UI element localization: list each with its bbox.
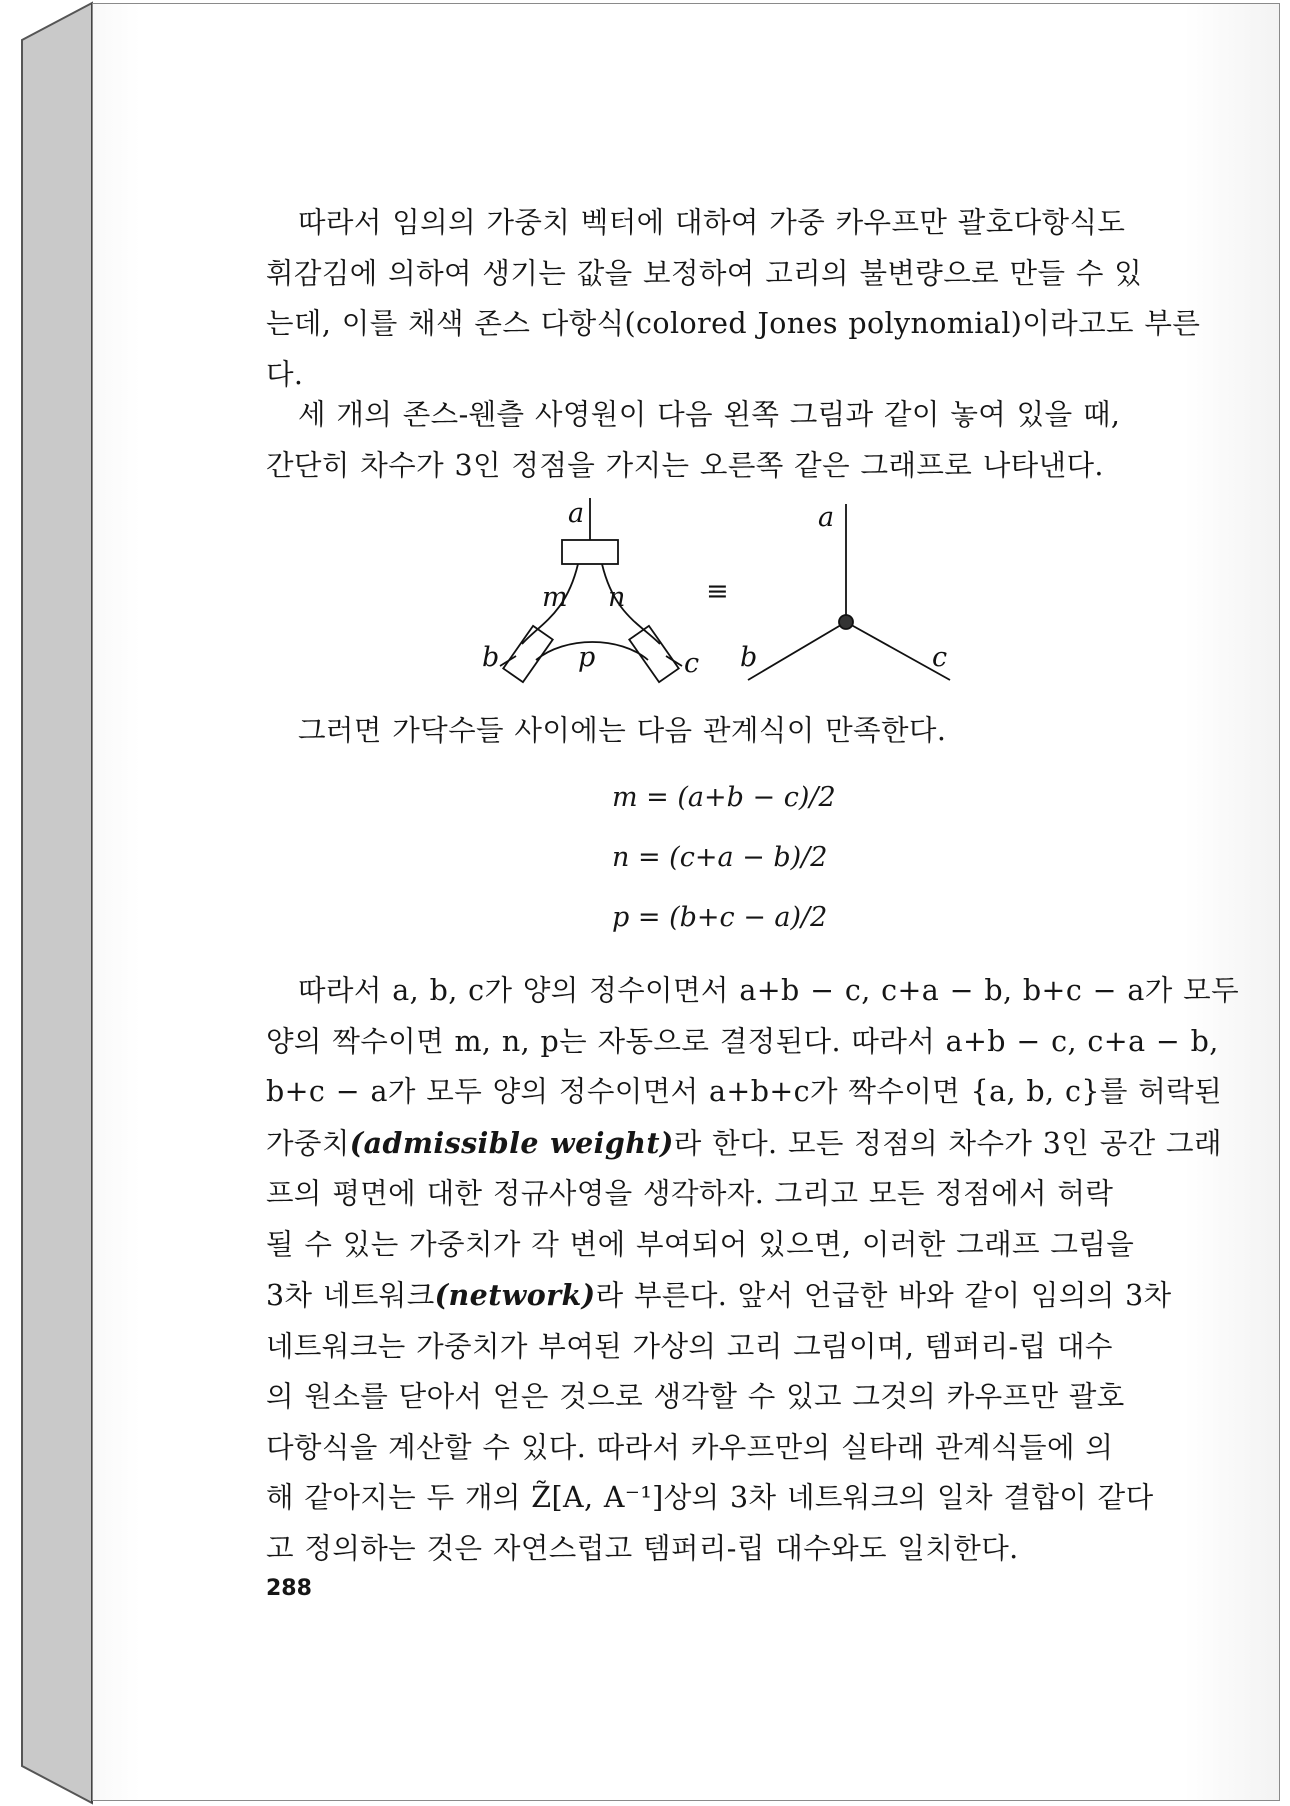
text-line: 될 수 있는 가중치가 각 변에 부여되어 있으면, 이러한 그래프 그림을 xyxy=(266,1227,1135,1261)
text-segment: 해 같아지는 두 개의 xyxy=(266,1481,532,1514)
formula-m: m = (a+b − c)/2 xyxy=(612,782,836,813)
text-line: 휘감김에 의하여 생기는 값을 보정하여 고리의 불변량으로 만들 수 있 xyxy=(266,256,1143,290)
text-line: 다. xyxy=(266,357,304,391)
text-line: 그러면 가닥수들 사이에는 다음 관계식이 만족한다. xyxy=(298,714,947,747)
text-line xyxy=(266,1473,1170,1524)
paragraph-projectors xyxy=(266,390,1170,491)
label-c-right: c xyxy=(932,642,948,673)
text-line: 따라서 임의의 가중치 벡터에 대하여 가중 카우프만 괄호다항식도 xyxy=(298,206,1126,239)
text-line: b+c − a가 모두 양의 정수이면서 a+b+c가 짝수이면 {a, b, c}를 허락된 xyxy=(266,1075,1223,1108)
text-line: 프의 평면에 대한 정규사영을 생각하자. 그리고 모든 정점에서 허락 xyxy=(266,1177,1114,1210)
equivalence-symbol: ≡ xyxy=(706,576,729,607)
formula-n: n = (c+a − b)/2 xyxy=(612,842,828,873)
text-segment: 라 한다. 모든 정점의 차수가 3인 공간 그래 xyxy=(673,1126,1222,1160)
text-segment: 3차 네트워크 xyxy=(266,1279,435,1312)
text-line: 양의 짝수이면 m, n, p는 자동으로 결정된다. 따라서 a+b − c, c+a − b, xyxy=(266,1024,1219,1058)
label-c-left: c xyxy=(684,648,700,679)
text-line: 고 정의하는 것은 자연스럽고 템퍼리-립 대수와도 일치한다. xyxy=(266,1531,1019,1565)
text-line: 세 개의 존스-웬츨 사영원이 다음 왼쪽 그림과 같이 놓여 있을 때, xyxy=(298,398,1121,431)
label-a-right: a xyxy=(818,502,835,533)
trivalent-vertex-diagram xyxy=(470,494,970,694)
text-segment: 라 부른다. 앞서 언급한 바와 같이 임의의 3차 xyxy=(595,1279,1172,1312)
label-n: n xyxy=(608,582,626,613)
term-admissible-weight: (admissible weight) xyxy=(349,1125,674,1160)
trivalent-graph xyxy=(748,504,950,680)
paragraph-relations-intro xyxy=(266,706,1170,757)
label-b-left: b xyxy=(482,642,500,673)
text-line: 다항식을 계산할 수 있다. 따라서 카우프만의 실타래 관계식들에 의 xyxy=(266,1430,1114,1464)
formula-p: p = (b+c − a)/2 xyxy=(612,902,828,933)
text-line xyxy=(266,1270,1170,1322)
text-line: 의 원소를 닫아서 얻은 것으로 생각할 수 있고 그것의 카우프만 괄호 xyxy=(266,1380,1125,1413)
ring-notation: Z̃[A, A⁻¹] xyxy=(531,1481,664,1514)
text-segment: 가중치 xyxy=(266,1126,350,1160)
label-m: m xyxy=(542,582,568,613)
label-a-left: a xyxy=(568,498,585,529)
text-line: 간단히 차수가 3인 정점을 가지는 오른쪽 같은 그래프로 나타낸다. xyxy=(266,448,1104,482)
text-line xyxy=(266,1118,1222,1170)
paragraph-colored-jones xyxy=(266,198,1201,400)
label-p: p xyxy=(578,642,596,673)
text-line: 네트워크는 가중치가 부여된 가상의 고리 그림이며, 템퍼리-립 대수 xyxy=(266,1329,1113,1363)
term-network: (network) xyxy=(434,1278,596,1312)
label-b-right: b xyxy=(740,642,758,673)
text-line: 따라서 a, b, c가 양의 정수이면서 a+b − c, c+a − b, b+c − a가 모두 xyxy=(298,974,1240,1007)
text-line: 는데, 이를 채색 존스 다항식(colored Jones polynomial)이라고도 부른 xyxy=(266,307,1201,340)
text-segment: 상의 3차 네트워크의 일차 결합이 같다 xyxy=(663,1481,1154,1514)
page-number: 288 xyxy=(266,1576,312,1601)
paragraph-admissible-weights xyxy=(266,966,1240,1574)
